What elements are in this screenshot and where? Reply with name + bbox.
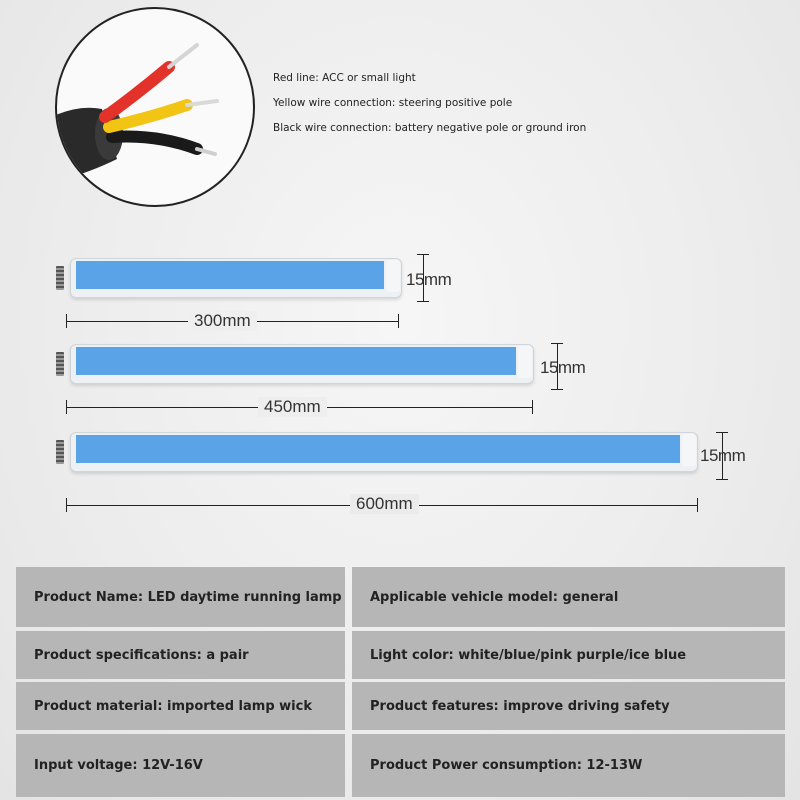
wire-note-black: Black wire connection: battery negative pole or ground iron [273,122,587,134]
wire-photo [55,7,255,207]
wire-note-yellow: Yellow wire connection: steering positive pole [273,97,513,109]
led-strip-300 [62,256,402,302]
spec-vehicle-model: Applicable vehicle model: general [352,567,785,627]
length-label-450: 450mm [258,397,327,417]
spec-power: Product Power consumption: 12-13W [352,734,785,797]
strip-light [76,347,516,375]
strip-light [76,261,384,289]
spec-features: Product features: improve driving safety [352,682,785,730]
strip-light [76,435,680,463]
led-strip-450 [62,342,534,388]
length-label-600: 600mm [350,494,419,514]
spec-specifications: Product specifications: a pair [16,631,345,679]
spec-light-color: Light color: white/blue/pink purple/ice blue [352,631,785,679]
spec-material: Product material: imported lamp wick [16,682,345,730]
wire-illustration [57,9,253,205]
height-label-600: 15mm [700,446,746,465]
height-label-300: 15mm [406,270,452,289]
spec-table [16,567,785,797]
length-label-300: 300mm [188,311,257,331]
wire-note-red: Red line: ACC or small light [273,72,416,84]
led-strip-600 [62,430,698,476]
spec-product-name: Product Name: LED daytime running lamp [16,567,345,627]
spec-input-voltage: Input voltage: 12V-16V [16,734,345,797]
height-label-450: 15mm [540,358,586,377]
